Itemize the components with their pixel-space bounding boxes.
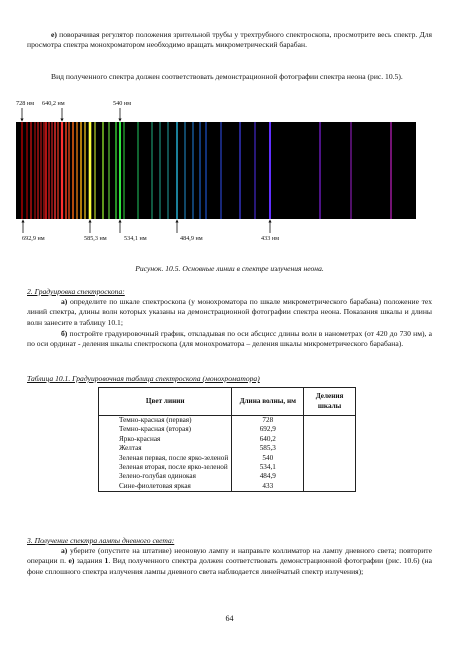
spectrum-strip <box>16 122 416 219</box>
section-2-item-a <box>27 297 432 328</box>
section-3-bold-e: е) <box>68 556 75 566</box>
intro-text-2: Вид полученного спектра должен соответствовать демонстрационной фотографии спектра неона (рис. 10.5). <box>51 72 403 81</box>
header-scale-division: Деления шкалы <box>304 388 356 416</box>
page-number: 64 <box>225 614 234 623</box>
section-2-text-b: постройте градуировочный график, откладывая по оси абсцисс длины волн в нанометрах (от 420 до 730 нм), а по оси ординат - деления шкалы спектроскопа (для монохроматора – деления шкалы микрометрического барабана). <box>27 329 432 349</box>
table-row <box>99 425 356 434</box>
fig-label-640-2: 640,2 нм <box>42 100 65 107</box>
table-row <box>99 472 356 481</box>
section-3-label-a: а) <box>61 546 68 555</box>
section-2-label-a: а) <box>61 297 68 306</box>
cell-line-color: Желтая <box>99 444 232 453</box>
section-3-text-a1: уберите (опустите на штативе) неоновую лампу и направьте коллиматор на лампу дневного света; повторите операции п. <box>27 546 432 566</box>
fig-label-585-3: 585,3 нм <box>84 235 107 242</box>
fig-label-534-1: 534,1 нм <box>124 235 147 242</box>
figure-caption: Рисунок. 10.5. Основные линии в спектре излучения неона. <box>135 264 324 273</box>
calibration-table <box>98 387 356 492</box>
cell-line-color: Сине-фиолетовая яркая <box>99 482 232 492</box>
spectrum-background <box>16 122 416 219</box>
cell-line-color: Зеленая вторая, после ярко-зеленой <box>99 463 232 472</box>
section-3-heading: 3. Получение спектра лампы дневного света: <box>27 536 175 545</box>
table-caption: Таблица 10.1. Градуировочная таблица спектроскопа (монохроматора) <box>27 374 260 383</box>
intro-paragraph-1 <box>27 30 432 51</box>
intro-text-1: поворачивая регулятор положения зрительной трубы у трехтрубного спектроскопа, просмотрите весь спектр. Для просмотра спектра монохроматором необходимо вращать микрометрический барабан. <box>27 30 432 50</box>
fig-label-540: 540 нм <box>113 100 132 107</box>
section-2-item-b <box>27 329 432 350</box>
cell-scale-division <box>304 454 356 463</box>
section-3-bold-1: 1 <box>104 556 109 566</box>
fig-label-433: 433 нм <box>261 235 280 242</box>
cell-scale-division <box>304 472 356 481</box>
cell-scale-division <box>304 444 356 453</box>
fig-label-728: 728 нм <box>16 100 35 107</box>
section-3-text-a2: задания <box>74 556 105 566</box>
cell-scale-division <box>304 463 356 472</box>
cell-line-color: Зелено-голубая одинокая <box>99 472 232 481</box>
cell-scale-division <box>304 425 356 434</box>
fig-label-692-9: 692,9 нм <box>22 235 45 242</box>
header-line-color: Цвет линии <box>99 388 232 416</box>
intro-paragraph-2 <box>27 72 432 82</box>
cell-scale-division <box>304 416 356 426</box>
cell-wavelength: 534,1 <box>232 463 304 472</box>
cell-wavelength: 585,3 <box>232 444 304 453</box>
cell-wavelength: 484,9 <box>232 472 304 481</box>
section-2-label-b: б) <box>61 329 68 338</box>
section-3-text-a3: . Вид полученного спектра должен соответствовать демонстрационной фотографии (рис. 10.6) (на фоне сплошного спектра излучения лампы дневного света наблюдается линейчатый спектр излучения); <box>27 556 432 576</box>
cell-line-color: Зеленая первая, после ярко-зеленой <box>99 454 232 463</box>
cell-wavelength: 640,2 <box>232 435 304 444</box>
intro-label-e: е) <box>51 30 57 39</box>
table-row <box>99 416 356 426</box>
table-row <box>99 435 356 444</box>
cell-scale-division <box>304 435 356 444</box>
cell-wavelength: 692,9 <box>232 425 304 434</box>
cell-scale-division <box>304 482 356 492</box>
cell-wavelength: 728 <box>232 416 304 426</box>
cell-wavelength: 540 <box>232 454 304 463</box>
table-row <box>99 463 356 472</box>
section-2-heading: 2. Градуировка спектроскопа: <box>27 287 125 296</box>
cell-line-color: Ярко-красная <box>99 435 232 444</box>
fig-label-484-9: 484,9 нм <box>180 235 203 242</box>
cell-line-color: Темно-красная (первая) <box>99 416 232 426</box>
neon-spectrum-figure <box>0 108 459 238</box>
section-2-text-a: определите по шкале спектроскопа (у монохроматора по шкале микрометрического барабана) положение тех линий спектра, длины волн которых указаны на демонстрационной фотографии спектра неона. Показания шкалы и длины волн занесите в таблицу 10.1; <box>27 297 432 327</box>
header-wavelength: Длина волны, нм <box>232 388 304 416</box>
cell-wavelength: 433 <box>232 482 304 492</box>
table-row <box>99 482 356 492</box>
table-row <box>99 444 356 453</box>
cell-line-color: Темно-красная (вторая) <box>99 425 232 434</box>
section-3-item-a <box>27 546 432 577</box>
table-row <box>99 454 356 463</box>
